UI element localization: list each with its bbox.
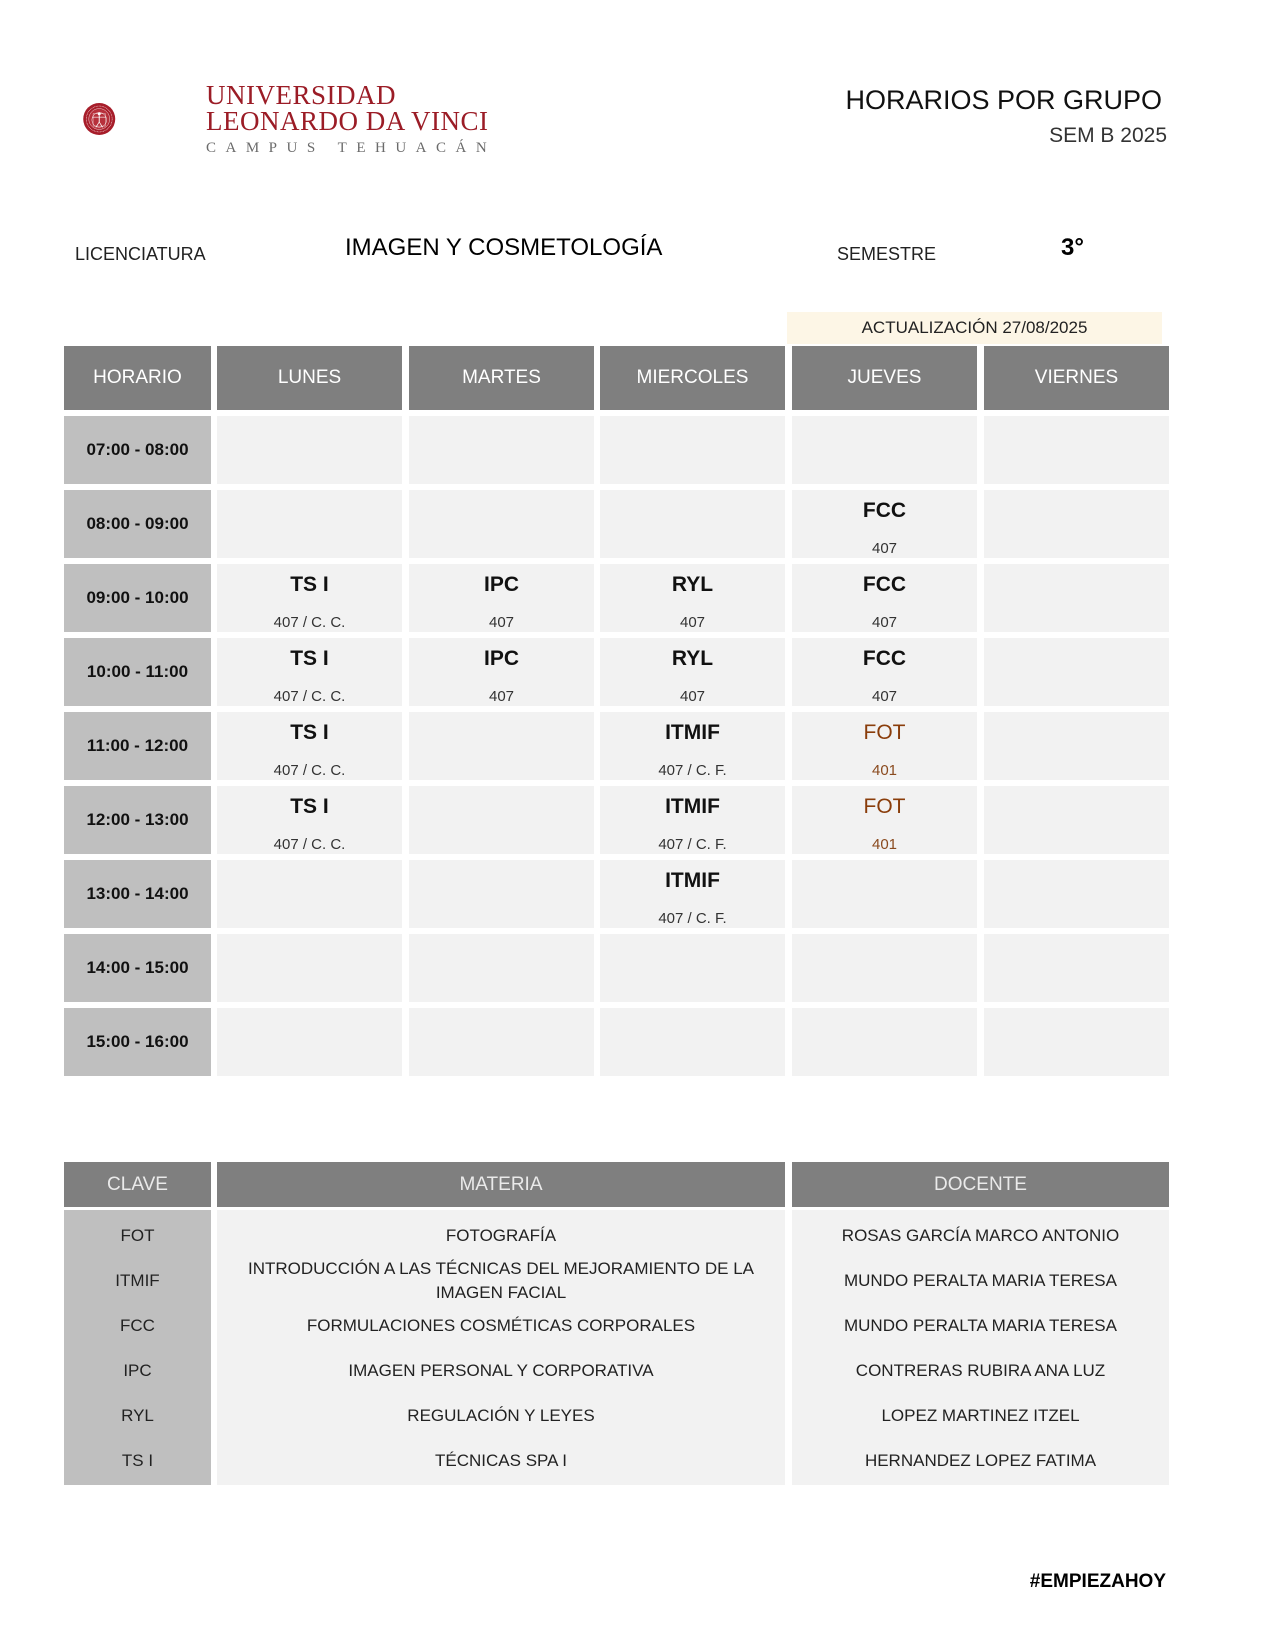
class-code: RYL [671, 573, 714, 596]
class-code: FOT [863, 721, 906, 744]
document-title: HORARIOS POR GRUPO [845, 85, 1162, 115]
schedule-cell-miercoles [600, 564, 785, 632]
schedule-cell-lunes [217, 712, 402, 780]
schedule-cell-miercoles [600, 786, 785, 854]
schedule-cell-lunes [217, 490, 402, 558]
schedule-cell-jueves [792, 416, 977, 484]
class-code: TS I [290, 721, 329, 744]
schedule-cell-lunes [217, 564, 402, 632]
class-room: 407 / C. C. [273, 762, 346, 779]
class-room: 407 [871, 540, 898, 557]
class-room: 407 [871, 688, 898, 705]
class-room: 407 [679, 614, 706, 631]
legend-subject: TÉCNICAS SPA I [435, 1451, 567, 1470]
legend-header-materia: MATERIA [217, 1162, 785, 1207]
schedule-header-jueves: JUEVES [792, 346, 977, 410]
schedule-cell-lunes [217, 416, 402, 484]
schedule-cell-miercoles [600, 490, 785, 558]
schedule-cell-viernes [984, 860, 1169, 928]
class-code: TS I [290, 573, 329, 596]
schedule-cell-jueves [792, 934, 977, 1002]
schedule-cell-viernes [984, 490, 1169, 558]
time-slot: 11:00 - 12:00 [64, 712, 211, 780]
schedule-cell-viernes [984, 416, 1169, 484]
class-code: TS I [290, 795, 329, 818]
legend-key: FCC [120, 1316, 155, 1335]
class-room: 407 / C. F. [658, 910, 727, 927]
schedule-cell-lunes [217, 638, 402, 706]
time-slot: 09:00 - 10:00 [64, 564, 211, 632]
schedule-cell-viernes [984, 564, 1169, 632]
schedule-header-martes: MARTES [409, 346, 594, 410]
logo-line-3: CAMPUS TEHUACÁN [206, 140, 497, 156]
legend-teacher: CONTRERAS RUBIRA ANA LUZ [855, 1361, 1106, 1380]
class-room: 407 / C. C. [273, 836, 346, 853]
class-room: 407 [488, 614, 515, 631]
class-room: 401 [871, 762, 898, 779]
class-code: TS I [290, 647, 329, 670]
schedule-cell-lunes [217, 860, 402, 928]
class-room: 407 [488, 688, 515, 705]
schedule-header-miercoles: MIERCOLES [600, 346, 785, 410]
program-name: IMAGEN Y COSMETOLOGÍA [345, 234, 663, 261]
document-period: SEM B 2025 [1049, 124, 1167, 147]
licenciatura-label: LICENCIATURA [75, 244, 206, 264]
schedule-cell-miercoles [600, 712, 785, 780]
schedule-cell-martes [409, 786, 594, 854]
class-code: ITMIF [665, 721, 720, 744]
legend-teacher: MUNDO PERALTA MARIA TERESA [843, 1316, 1117, 1335]
schedule-cell-lunes [217, 934, 402, 1002]
class-code: ITMIF [665, 795, 720, 818]
schedule-cell-martes [409, 638, 594, 706]
logo-line-2: LEONARDO DA VINCI [206, 106, 489, 136]
legend-header-clave: CLAVE [64, 1162, 211, 1207]
class-room: 407 / C. C. [273, 688, 346, 705]
class-room: 407 / C. F. [658, 762, 727, 779]
legend-header-docente: DOCENTE [792, 1162, 1169, 1207]
logo-line-1: UNIVERSIDAD [206, 80, 396, 110]
class-code: RYL [671, 647, 714, 670]
schedule-cell-lunes [217, 786, 402, 854]
schedule-cell-jueves [792, 712, 977, 780]
schedule-cell-martes [409, 416, 594, 484]
legend-subject: FORMULACIONES COSMÉTICAS CORPORALES [306, 1316, 696, 1335]
legend-subject: IMAGEN PERSONAL Y CORPORATIVA [348, 1361, 654, 1380]
time-slot: 07:00 - 08:00 [64, 416, 211, 484]
class-code: IPC [483, 573, 519, 596]
semester-value: 3° [1061, 234, 1084, 261]
schedule-cell-viernes [984, 712, 1169, 780]
university-seal-logo [82, 66, 202, 172]
update-date: ACTUALIZACIÓN 27/08/2025 [787, 312, 1162, 344]
class-room: 407 [679, 688, 706, 705]
class-room: 407 / C. F. [658, 836, 727, 853]
schedule-header-lunes: LUNES [217, 346, 402, 410]
time-slot: 15:00 - 16:00 [64, 1008, 211, 1076]
class-code: FCC [862, 647, 907, 670]
schedule-header-viernes: VIERNES [984, 346, 1169, 410]
schedule-cell-martes [409, 564, 594, 632]
time-slot: 12:00 - 13:00 [64, 786, 211, 854]
semester-label: SEMESTRE [837, 244, 937, 264]
class-room: 407 / C. C. [273, 614, 346, 631]
legend-key: TS I [121, 1451, 154, 1470]
schedule-cell-miercoles [600, 1008, 785, 1076]
schedule-cell-martes [409, 860, 594, 928]
schedule-header-horario: HORARIO [64, 346, 211, 410]
schedule-cell-jueves [792, 638, 977, 706]
schedule-cell-martes [409, 934, 594, 1002]
time-slot: 08:00 - 09:00 [64, 490, 211, 558]
schedule-cell-miercoles [600, 638, 785, 706]
legend-key: ITMIF [115, 1271, 160, 1290]
legend-subject: FOTOGRAFÍA [445, 1226, 557, 1245]
schedule-cell-viernes [984, 1008, 1169, 1076]
schedule-cell-jueves [792, 490, 977, 558]
schedule-cell-martes [409, 1008, 594, 1076]
class-room: 407 [871, 614, 898, 631]
schedule-cell-miercoles [600, 416, 785, 484]
legend-key: IPC [123, 1361, 152, 1380]
schedule-cell-jueves [792, 786, 977, 854]
schedule-cell-jueves [792, 564, 977, 632]
class-room: 401 [871, 836, 898, 853]
legend-key: RYL [121, 1406, 154, 1425]
time-slot: 13:00 - 14:00 [64, 860, 211, 928]
class-code: FOT [863, 795, 906, 818]
legend-subject: REGULACIÓN Y LEYES [407, 1406, 595, 1425]
schedule-cell-jueves [792, 860, 977, 928]
legend-subject: INTRODUCCIÓN A LAS TÉCNICAS DEL MEJORAMIENTO DE LA IMAGEN FACIAL [247, 1259, 754, 1302]
university-wordmark [206, 82, 496, 157]
legend-key: FOT [120, 1226, 155, 1245]
legend-teacher: LOPEZ MARTINEZ ITZEL [881, 1406, 1080, 1425]
legend-teacher: MUNDO PERALTA MARIA TERESA [843, 1271, 1117, 1290]
schedule-cell-lunes [217, 1008, 402, 1076]
legend-teacher: ROSAS GARCÍA MARCO ANTONIO [841, 1226, 1120, 1245]
schedule-cell-viernes [984, 638, 1169, 706]
schedule-cell-martes [409, 712, 594, 780]
class-code: ITMIF [665, 869, 720, 892]
class-code: IPC [483, 647, 519, 670]
time-slot: 14:00 - 15:00 [64, 934, 211, 1002]
schedule-cell-viernes [984, 786, 1169, 854]
footer-hashtag: #EMPIEZAHOY [1029, 1571, 1166, 1592]
schedule-cell-viernes [984, 934, 1169, 1002]
legend-teacher: HERNANDEZ LOPEZ FATIMA [864, 1451, 1097, 1470]
time-slot: 10:00 - 11:00 [64, 638, 211, 706]
schedule-cell-miercoles [600, 860, 785, 928]
class-code: FCC [862, 573, 907, 596]
schedule-cell-miercoles [600, 934, 785, 1002]
schedule-cell-martes [409, 490, 594, 558]
schedule-cell-jueves [792, 1008, 977, 1076]
class-code: FCC [862, 499, 907, 522]
